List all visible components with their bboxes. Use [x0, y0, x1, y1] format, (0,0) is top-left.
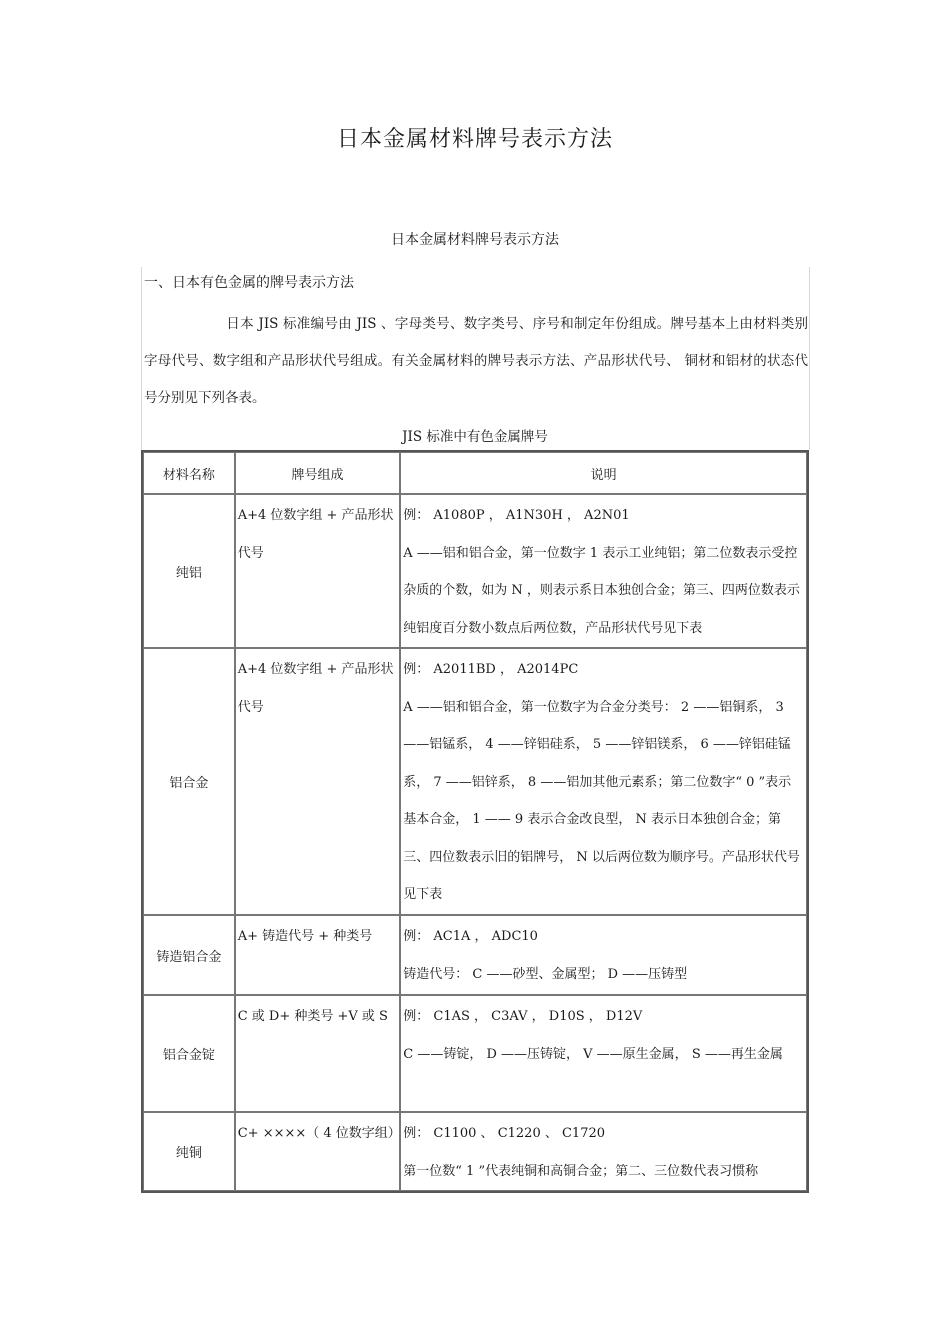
- grade-composition-cell: A+ 铸造代号 + 种类号: [235, 915, 401, 995]
- grade-table: [141, 450, 809, 1193]
- table-row: [143, 648, 807, 915]
- header-description: 说明: [400, 452, 807, 494]
- grade-composition-cell: A+4 位数字组 + 产品形状代号: [235, 648, 401, 915]
- document-title: 日本金属材料牌号表示方法: [336, 127, 613, 152]
- table-row: [143, 1112, 807, 1191]
- material-name-cell: 铝合金: [143, 648, 235, 915]
- description-cell: [400, 915, 807, 995]
- example-text: 例： A1080P ， A1N30H ， A2N01: [403, 508, 630, 523]
- material-name-cell: 纯铝: [143, 494, 235, 648]
- material-name-cell: 纯铜: [143, 1112, 235, 1191]
- example-text: 例： AC1A ， ADC10: [403, 929, 538, 944]
- table-row: [143, 915, 807, 995]
- header-grade-composition: 牌号组成: [235, 452, 401, 494]
- grade-composition-cell: C+ ××××（ 4 位数字组）: [235, 1112, 401, 1191]
- example-text: 例： A2011BD ， A2014PC: [403, 662, 579, 677]
- table-row: [143, 995, 807, 1112]
- description-cell: [400, 995, 807, 1112]
- grade-composition-cell: C 或 D+ 种类号 +V 或 S: [235, 995, 401, 1112]
- explanation-text: A ——铝和铝合金，第一位数字 1 表示工业纯铝；第二位数表示受控杂质的个数，如为 N ，则表示系日本独创合金；第三、四两位数表示纯铝度百分数小数点后两位数，产品形状代号见下表: [403, 545, 800, 636]
- explanation-text: 第一位数“ 1 ”代表纯铜和高铜合金；第二、三位数代表习惯称: [403, 1163, 759, 1179]
- example-text: 例： C1100 、 C1220 、 C1720: [403, 1126, 606, 1141]
- description-cell: [400, 494, 807, 648]
- explanation-text: C ——铸锭， D ——压铸锭， V ——原生金属， S ——再生金属: [403, 1046, 783, 1062]
- table-header-row: [143, 452, 807, 494]
- example-text: 例： C1AS ， C3AV ， D10S ， D12V: [403, 1009, 643, 1024]
- grade-composition-cell: A+4 位数字组 + 产品形状代号: [235, 494, 401, 648]
- description-cell: [400, 1112, 807, 1191]
- material-name-cell: 铝合金锭: [143, 995, 235, 1112]
- material-name-cell: 铸造铝合金: [143, 915, 235, 995]
- document-subtitle: 日本金属材料牌号表示方法: [391, 232, 559, 248]
- section-heading: 一、日本有色金属的牌号表示方法: [144, 275, 354, 291]
- intro-text: 日本 JIS 标准编号由 JIS 、字母类号、数字类号、序号和制定年份组成。牌号基本上由材料类别字母代号、数字组和产品形状代号组成。有关金属材料的牌号表示方法、产品形状代号、 铜材和铝材的状态代号分别见下列各表。: [144, 316, 808, 406]
- table-caption: JIS 标准中有色金属牌号: [402, 429, 548, 445]
- explanation-text: 铸造代号： C ——砂型、金属型； D ——压铸型: [403, 966, 688, 982]
- intro-paragraph: [144, 306, 808, 417]
- explanation-text: A ——铝和铝合金，第一位数字为合金分类号： 2 ——铝铜系， 3 ——铝锰系， 4 ——锌铝硅系， 5 ——锌铝镁系， 6 ——锌铝硅锰系， 7 ——铝锌系， 8 ——铝加其他元素系；第二位数字“ 0 ”表示基本合金， 1 —— 9 表示合金改良型， N 表示日本独创合金；第三、四位数表示旧的铝牌号， N 以后两位数为顺序号。产品形状代号见下表: [403, 699, 800, 902]
- description-cell: [400, 648, 807, 915]
- table-row: [143, 494, 807, 648]
- header-material-name: 材料名称: [143, 452, 235, 494]
